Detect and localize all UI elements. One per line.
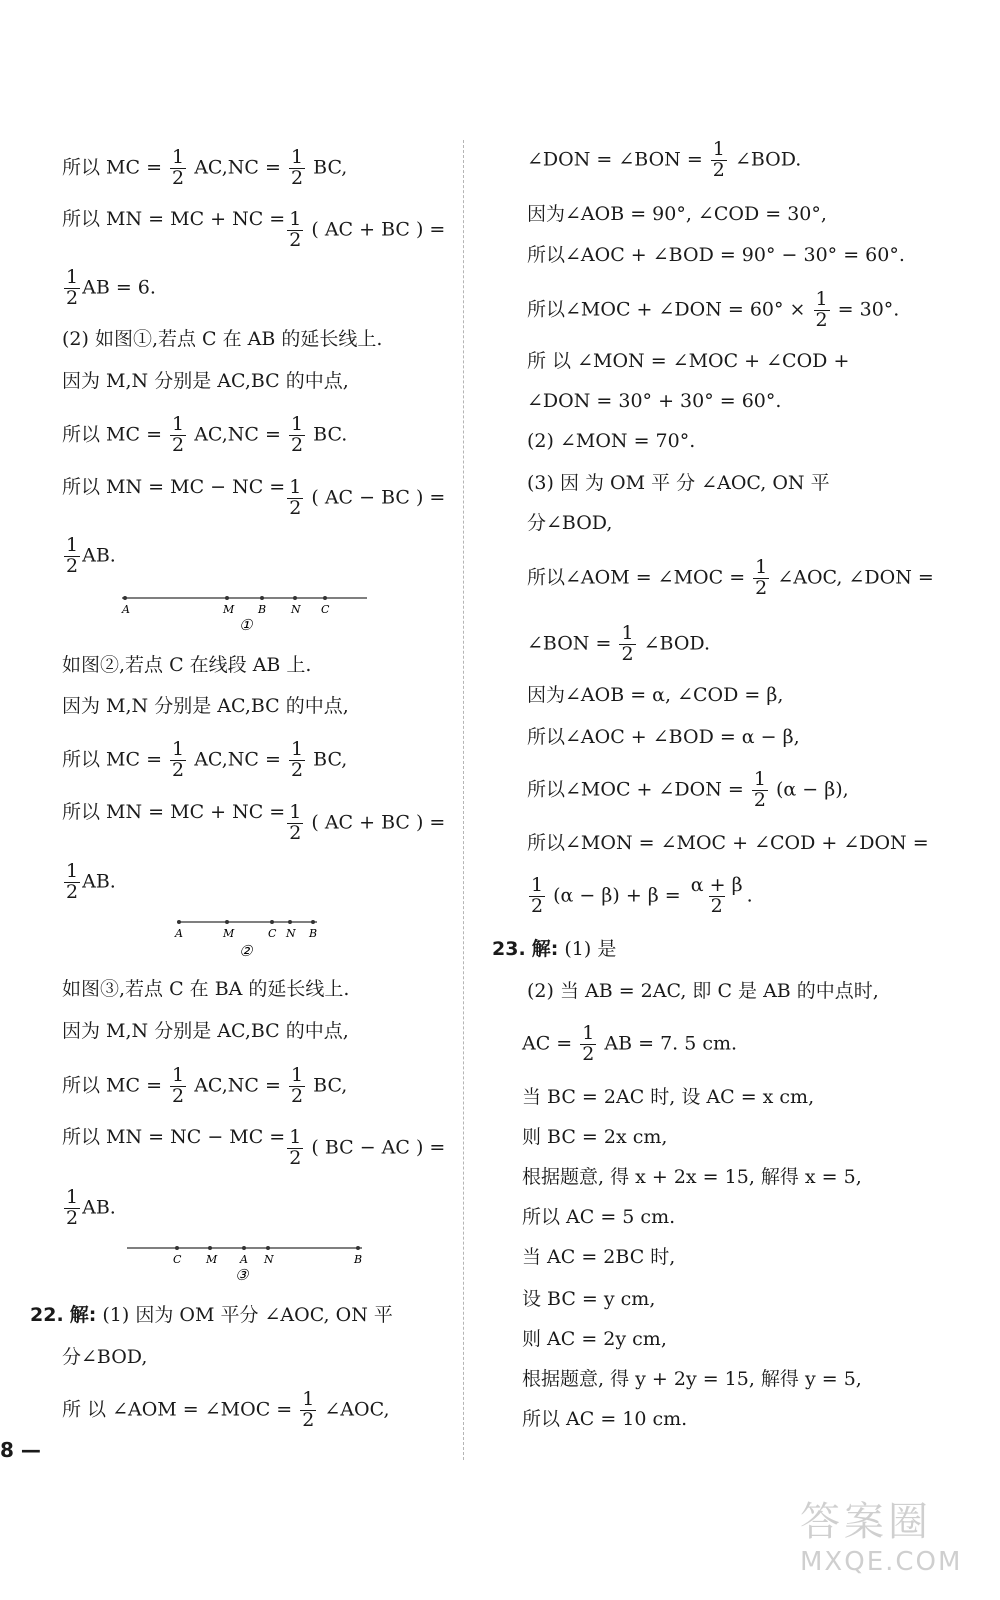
line-r13: 所以∠AOC + ∠BOD = α − β, xyxy=(527,726,800,748)
fraction: $\frac{1}{2}$ xyxy=(302,1388,315,1431)
line-l15: 因为 M,N 分别是 AC,BC 的中点, xyxy=(62,1020,349,1042)
fraction: $\frac{1}{2}$ xyxy=(172,738,185,781)
line-r3: 所以∠AOC + ∠BOD = 90° − 30° = 60°. xyxy=(527,244,905,266)
line-r15: 所以∠MON = ∠MOC + ∠COD + ∠DON = xyxy=(527,832,929,854)
line-l5: 因为 M,N 分别是 AC,BC 的中点, xyxy=(62,370,349,392)
line-r27: 根据题意, 得 y + 2y = 15, 解得 y = 5, xyxy=(522,1368,862,1390)
line-l8: $\frac{1}{2}$ AB. xyxy=(66,534,116,577)
figure-2 xyxy=(167,912,337,967)
question-23-header: 23. 解: (1) 是 xyxy=(492,938,617,960)
question-number: 23. xyxy=(492,938,526,960)
line-l18: $\frac{1}{2}$ AB. xyxy=(66,1186,116,1229)
line-l4: (2) 如图①,若点 C 在 AB 的延长线上. xyxy=(62,328,383,350)
point-label: N xyxy=(264,1253,274,1266)
fraction: $\frac{1}{2}$ xyxy=(289,1126,302,1169)
point-label: M xyxy=(223,927,235,940)
line-r7: (2) ∠MON = 70°. xyxy=(527,430,696,452)
fraction: $\frac{1}{2}$ xyxy=(289,208,302,251)
fraction: $\frac{1}{2}$ xyxy=(753,768,766,811)
column-divider xyxy=(463,140,464,1460)
fraction: $\frac{1}{2}$ xyxy=(290,738,304,781)
point-dot xyxy=(356,1246,360,1250)
line-l6: 所以 MC = $\frac{1}{2}$ AC,NC = $\frac{1}{2}$ BC. xyxy=(62,413,348,456)
line-r8: (3) 因 为 OM 平 分 ∠AOC, ON 平 xyxy=(527,472,830,494)
line-l1: 所以 MC = $\frac{1}{2}$ AC,NC = $\frac{1}{2}$ BC, xyxy=(62,146,348,189)
line-r21: 则 BC = 2x cm, xyxy=(522,1126,668,1148)
fraction: $\frac{1}{2}$ xyxy=(621,622,634,665)
figure-1 xyxy=(117,588,377,641)
line-r20: 当 BC = 2AC 时, 设 AC = x cm, xyxy=(522,1086,815,1108)
point-dot xyxy=(288,920,292,924)
fraction: $\frac{1}{2}$ xyxy=(66,860,79,903)
watermark-logo: 答案圈 MXQE.COM xyxy=(800,1499,963,1577)
line-l12: 所以 MN = MC + NC = $\frac{1}{2}$ ( AC + BC ) = xyxy=(62,801,446,844)
fraction: $\frac{\alpha + \beta}{2}$ xyxy=(690,874,743,917)
fraction: $\frac{1}{2}$ xyxy=(290,1064,304,1107)
fraction: $\frac{1}{2}$ xyxy=(290,146,304,189)
fraction: $\frac{1}{2}$ xyxy=(172,413,185,456)
point-label: M xyxy=(223,603,235,616)
fraction: $\frac{1}{2}$ xyxy=(755,556,768,599)
fraction: $\frac{1}{2}$ xyxy=(289,476,302,519)
line-l16: 所以 MC = $\frac{1}{2}$ AC,NC = $\frac{1}{2}$ BC, xyxy=(62,1064,348,1107)
line-r11: ∠BON = $\frac{1}{2}$ ∠BOD. xyxy=(527,622,711,665)
line-r2: 因为∠AOB = 90°, ∠COD = 30°, xyxy=(527,203,827,225)
page-number: 8 — xyxy=(0,1438,41,1462)
point-label: N xyxy=(286,927,296,940)
line-r25: 设 BC = y cm, xyxy=(522,1288,656,1310)
point-label: C xyxy=(321,603,330,616)
line-r16: $\frac{1}{2}$ (α − β) + β = $\frac{\alpha + \beta}{2}$ . xyxy=(531,874,753,917)
figure-caption: ② xyxy=(239,942,253,960)
line-l20: 分∠BOD, xyxy=(62,1346,148,1368)
point-dot xyxy=(225,596,229,600)
point-dot xyxy=(323,596,327,600)
line-l3: $\frac{1}{2}$ AB = 6. xyxy=(66,266,156,309)
fraction: $\frac{1}{2}$ xyxy=(712,138,725,181)
point-dot xyxy=(123,596,127,600)
line-r28: 所以 AC = 10 cm. xyxy=(522,1408,688,1430)
point-dot xyxy=(260,596,264,600)
point-label: C xyxy=(268,927,277,940)
point-dot xyxy=(175,1246,179,1250)
line-r4: 所以∠MOC + ∠DON = 60° × $\frac{1}{2}$ = 30°. xyxy=(527,288,900,331)
figure-caption: ① xyxy=(239,616,253,634)
line-l11: 所以 MC = $\frac{1}{2}$ AC,NC = $\frac{1}{2}$ BC, xyxy=(62,738,348,781)
fraction: $\frac{1}{2}$ xyxy=(531,874,544,917)
line-r9: 分∠BOD, xyxy=(527,512,613,534)
fraction: $\frac{1}{2}$ xyxy=(289,801,302,844)
point-label: A xyxy=(175,927,183,940)
question-number: 22. xyxy=(30,1304,64,1326)
point-dot xyxy=(270,920,274,924)
line-r6: ∠DON = 30° + 30° = 60°. xyxy=(527,390,782,412)
figure-caption: ③ xyxy=(235,1266,249,1284)
line-r12: 因为∠AOB = α, ∠COD = β, xyxy=(527,684,784,706)
fraction: $\frac{1}{2}$ xyxy=(66,266,79,309)
fraction: $\frac{1}{2}$ xyxy=(290,413,304,456)
point-label: B xyxy=(309,927,318,940)
point-dot xyxy=(208,1246,212,1250)
line-r14: 所以∠MOC + ∠DON = $\frac{1}{2}$ (α − β), xyxy=(527,768,849,811)
fraction: $\frac{1}{2}$ xyxy=(582,1022,595,1065)
point-dot xyxy=(177,920,181,924)
line-r5: 所 以 ∠MON = ∠MOC + ∠COD + xyxy=(527,350,850,372)
point-label: A xyxy=(240,1253,248,1266)
solution-label: 解: xyxy=(69,1304,97,1326)
point-dot xyxy=(242,1246,246,1250)
line-l14: 如图③,若点 C 在 BA 的延长线上. xyxy=(62,978,350,1000)
figure-3 xyxy=(122,1238,372,1291)
fraction: $\frac{1}{2}$ xyxy=(815,288,828,331)
fraction: $\frac{1}{2}$ xyxy=(172,146,185,189)
line-l13: $\frac{1}{2}$ AB. xyxy=(66,860,116,903)
line-r26: 则 AC = 2y cm, xyxy=(522,1328,667,1350)
fraction: $\frac{1}{2}$ xyxy=(66,534,79,577)
point-label: B xyxy=(258,603,267,616)
line-l21: 所 以 ∠AOM = ∠MOC = $\frac{1}{2}$ ∠AOC, xyxy=(62,1388,390,1431)
point-label: C xyxy=(173,1253,182,1266)
fraction: $\frac{1}{2}$ xyxy=(172,1064,185,1107)
point-dot xyxy=(266,1246,270,1250)
line-l10: 因为 M,N 分别是 AC,BC 的中点, xyxy=(62,695,349,717)
line-r23: 所以 AC = 5 cm. xyxy=(522,1206,676,1228)
line-r24: 当 AC = 2BC 时, xyxy=(522,1246,676,1268)
fraction: $\frac{1}{2}$ xyxy=(66,1186,79,1229)
line-r1: ∠DON = ∠BON = $\frac{1}{2}$ ∠BOD. xyxy=(527,138,802,181)
point-label: B xyxy=(354,1253,363,1266)
line-l17: 所以 MN = NC − MC = $\frac{1}{2}$ ( BC − AC ) = xyxy=(62,1126,446,1169)
point-label: N xyxy=(291,603,301,616)
solution-label: 解: xyxy=(531,938,559,960)
line-l2: 所以 MN = MC + NC = $\frac{1}{2}$ ( AC + BC ) = xyxy=(62,208,446,251)
line-r18: (2) 当 AB = 2AC, 即 C 是 AB 的中点时, xyxy=(527,980,879,1002)
line-l7: 所以 MN = MC − NC = $\frac{1}{2}$ ( AC − BC ) = xyxy=(62,476,446,519)
line-l9: 如图②,若点 C 在线段 AB 上. xyxy=(62,654,312,676)
point-dot xyxy=(225,920,229,924)
line-r10: 所以∠AOM = ∠MOC = $\frac{1}{2}$ ∠AOC, ∠DON = xyxy=(527,556,934,599)
line-r22: 根据题意, 得 x + 2x = 15, 解得 x = 5, xyxy=(522,1166,862,1188)
point-label: M xyxy=(206,1253,218,1266)
question-22-header: 22. 解: (1) 因为 OM 平分 ∠AOC, ON 平 xyxy=(30,1304,393,1326)
point-label: A xyxy=(122,603,130,616)
point-dot xyxy=(311,920,315,924)
point-dot xyxy=(293,596,297,600)
line-r19: AC = $\frac{1}{2}$ AB = 7. 5 cm. xyxy=(522,1022,738,1065)
